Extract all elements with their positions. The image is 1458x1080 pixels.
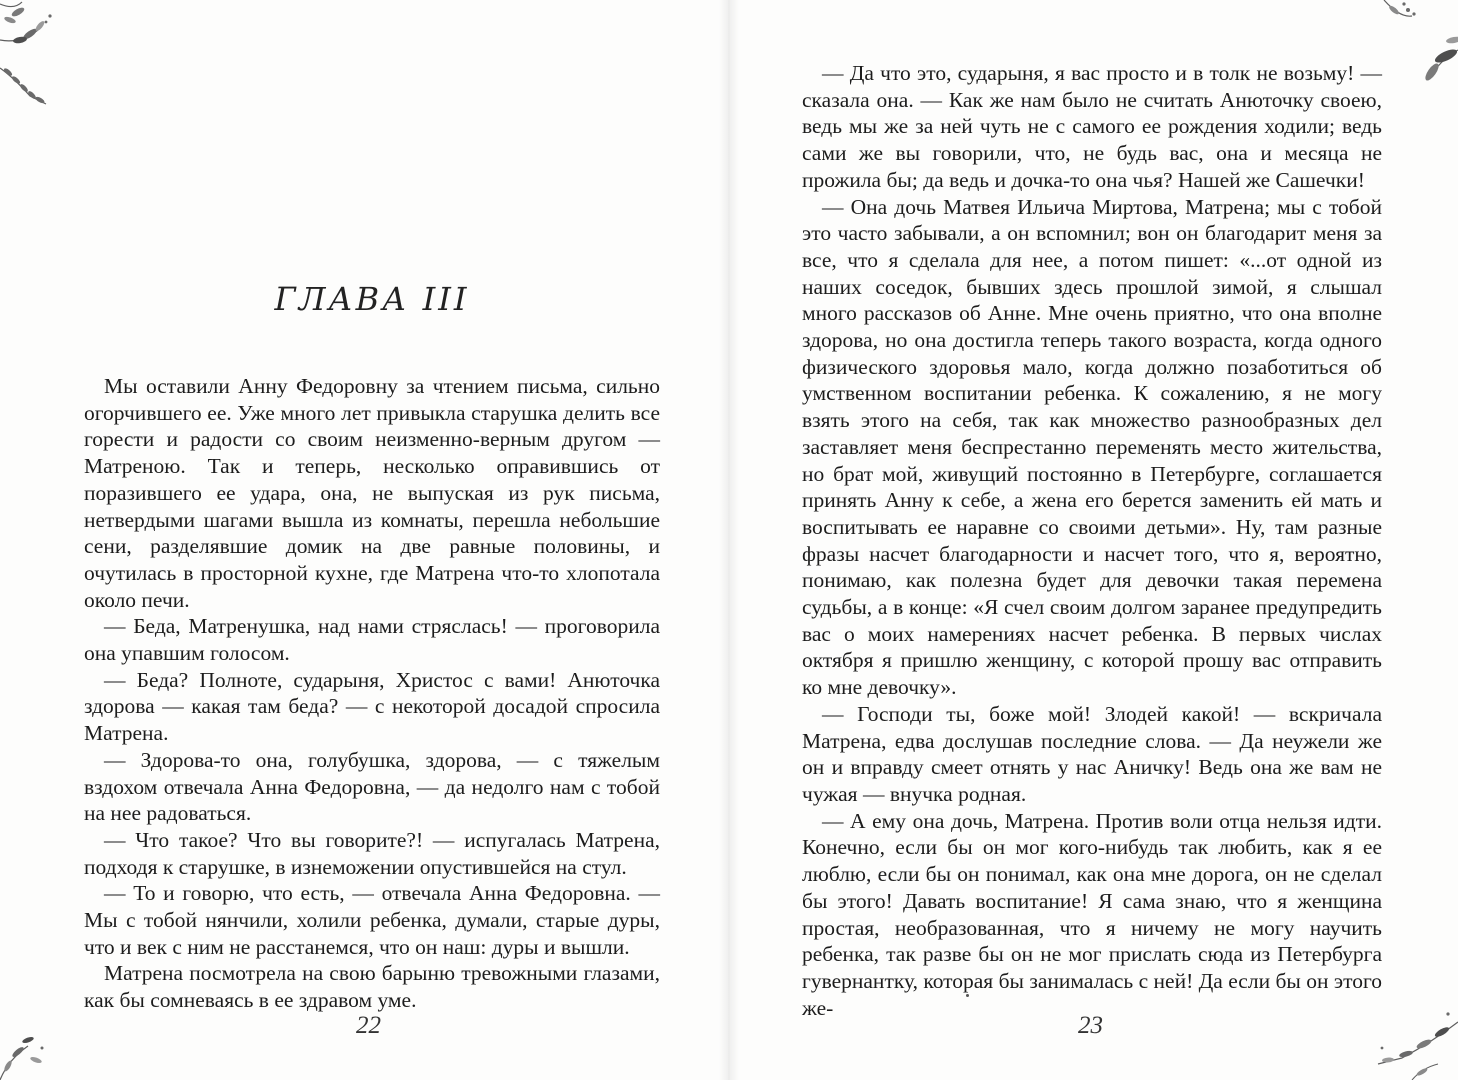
paragraph: — Беда, Матренушка, над нами стряслась! — проговорила она упавшим голосом. xyxy=(84,614,660,666)
chapter-title: ГЛАВА III xyxy=(274,280,470,318)
botanical-ornament-bottom-left xyxy=(0,1010,52,1080)
paragraph: — А ему она дочь, Матрена. Против воли отца нельзя идти. Конечно, если бы он мог кого-нибудь так любить, как я ее люблю, если бы он понимал, как она мне дорога, он не сделал бы этого! Давать воспитание! Я сама знаю, что я женщина простая, необразованная, что я ничему не могу научить ребенка, так разве бы он не мог прислать сюда из Петербурга гувернантку, которая бы занималась с ней! Да если бы он этого же- xyxy=(802,808,1382,1020)
paragraph: — Да что это, сударыня, я вас просто и в толк не возьму! — сказала она. — Как же нам было не считать Анюточку своею, ведь мы же за ней чуть не с самого ее рождения ходили; ведь сами же вы говорили, что, не будь вас, она и месяца не прожила бы; да ведь и дочка-то она чья? Нашей же Сашечки! xyxy=(802,61,1382,192)
print-speck xyxy=(966,994,969,997)
book-gutter-shadow xyxy=(719,0,739,1080)
paragraph: — Она дочь Матвея Ильича Миртова, Матрена; мы с тобой это часто забывали, а он вспомнил; вон он благодарит меня за все, что я сделала для нее, а потом пишет: «...от одной из наших соседок, бывших здесь прошлой зимой, я слышал много рассказов об Анне. Мне очень приятно, что она вполне здорова, но она достигла теперь такого возраста, когда одного физического здоровья мало, когда должно позаботиться об умственном воспитании ребенка. К сожалению, я не могу взять этого на себя, так как множество разнообразных дел заставляет меня беспрестанно переменять место жительства, но брат мой, живущий постоянно в Петербурге, соглашается принять Анну к себе, а жена его берется заменить ей мать и воспитывать ее наравне со своими детьми». Ну, там разные фразы насчет благодарности и насчет того, что я, вероятно, понимаю, как полезна будет для девочки такая перемена судьбы, а в конце: «Я счел своим долгом заранее предупредить вас о моих намерениях насчет ребенка. В первых числах октября я пришлю женщину, с которой прошу вас отправить ко мне девочку». xyxy=(802,194,1382,700)
right-page-text xyxy=(802,60,1382,1021)
paragraph: — Здорова-то она, голубушка, здорова, — с тяжелым вздохом отвечала Анна Федоровна, — да недолго нам с тобой на нее радоваться. xyxy=(84,747,660,826)
page-number-left: 22 xyxy=(356,1012,381,1039)
botanical-ornament-bottom-right xyxy=(1372,1002,1458,1080)
page-number-right: 23 xyxy=(1078,1012,1103,1039)
botanical-ornament-top-left xyxy=(0,0,62,108)
paragraph: — Что такое? Что вы говорите?! — испугалась Матрена, подходя к старушке, в изнеможении опустившейся на стул. xyxy=(84,827,660,879)
paragraph: — Господи ты, боже мой! Злодей какой! — вскричала Матрена, едва дослушав последние слова. — Да неужели же он и вправду смеет отнять у нас Аничку! Ведь она же вам не чужая — внучка родная. xyxy=(802,701,1382,806)
paragraph: — То и говорю, что есть, — отвечала Анна Федоровна. — Мы с тобой нянчили, холили ребенка, думали, старые дуры, что и век с ним не расстанемся, что он наш: дуры и вышли. xyxy=(84,881,660,959)
left-page-text xyxy=(84,373,660,1014)
paragraph: Матрена посмотрела на свою барыню тревожными глазами, как бы сомневаясь в ее здравом уме. xyxy=(84,961,660,1013)
paragraph: Мы оставили Анну Федоровну за чтением письма, сильно огорчившего ее. Уже много лет привыкла старушка делить все горести и радости со своим неизменно-верным другом — Матреною. Так и теперь, несколько оправившись от поразившего ее удара, она, не выпуская из рук письма, нетвердыми шагами вышла из комнаты, перешла небольшие сени, разделявшие домик на две равные половины, и очутилась в просторной кухне, где Матрена что-то хлопотала около печи. xyxy=(84,374,660,612)
botanical-ornament-top-right xyxy=(1370,0,1458,100)
right-page xyxy=(729,0,1458,1080)
paragraph: — Беда? Полноте, сударыня, Христос с вами! Анюточка здорова — какая там беда? — с некоторой досадой спросила Матрена. xyxy=(84,667,660,746)
